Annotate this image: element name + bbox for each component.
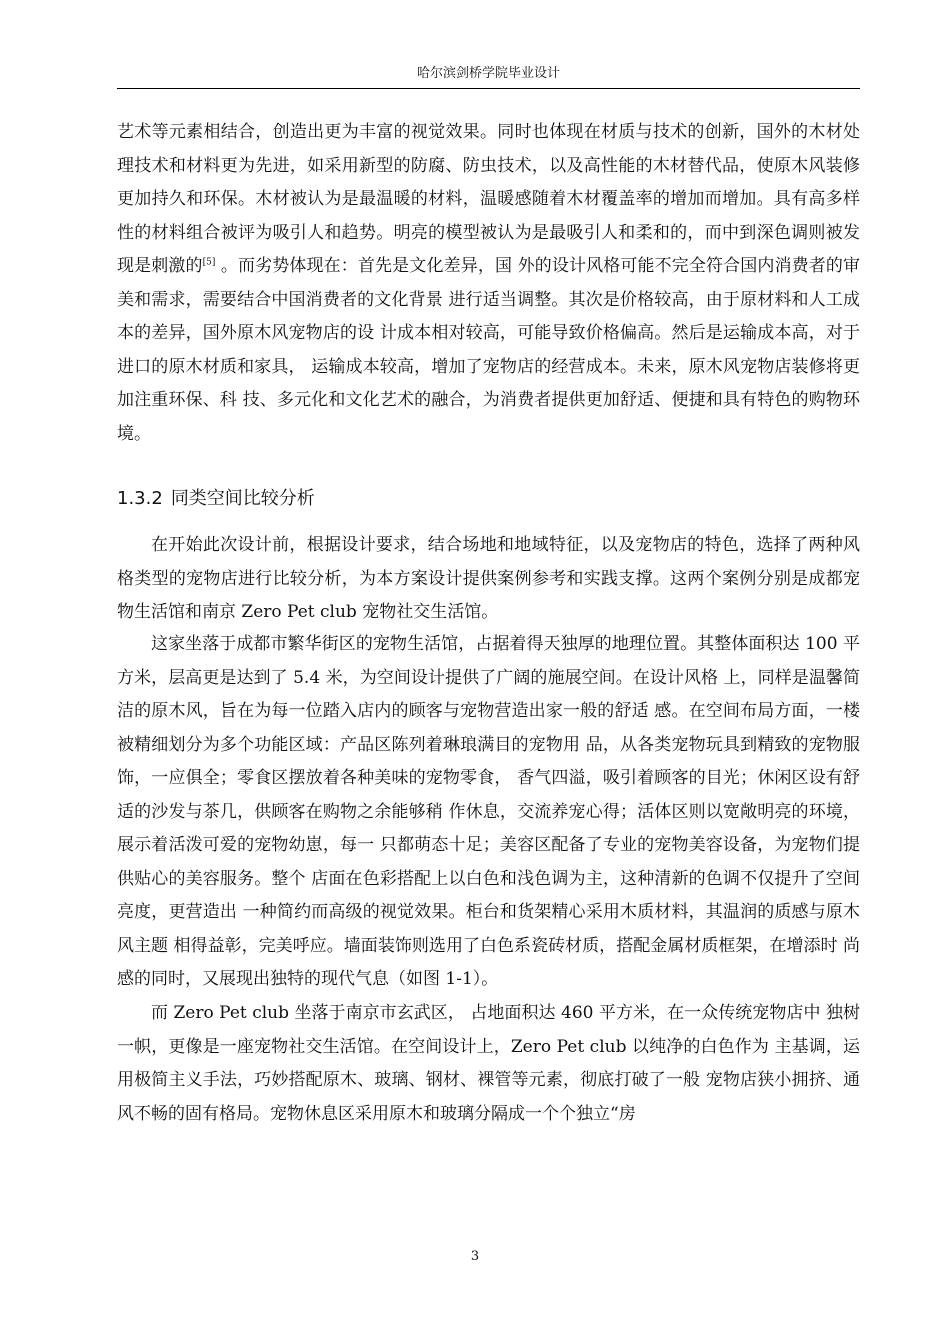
paragraph-2: 在开始此次设计前，根据设计要求，结合场地和地域特征，以及宠物店的特色，选择了两种风格类型的宠物店进行比较分析，为本方案设计提供案例参考和实践支撑。这两个案例分别是成都宠物生活馆和南京 Zero Pet club 宠物社交生活馆。	[117, 535, 860, 622]
paragraph-4: 而 Zero Pet club 坐落于南京市玄武区， 占地面积达 460 平方米，在一众传统宠物店中 独树一帜，更像是一座宠物社交生活馆。在空间设计上，Zero Pet club 以纯净的白色作为 主基调，运用极简主义手法，巧妙搭配原木、玻璃、钢材、裸管等元素，彻底打破了一般 宠物店狭小拥挤、通风不畅的固有格局。宠物休息区采用原木和玻璃分隔成一个个独立“房	[117, 1003, 860, 1124]
header-title: 哈尔滨剑桥学院毕业设计	[416, 66, 560, 81]
paragraph-3: 这家坐落于成都市繁华街区的宠物生活馆，占据着得天独厚的地理位置。其整体面积达 100 平方米，层高更是达到了 5.4 米，为空间设计提供了广阔的施展空间。在设计风格 上，同样是温馨简洁的原木风，旨在为每一位踏入店内的顾客与宠物营造出家一般的舒适 感。在空间布局方面，一楼被精细划分为多个功能区域：产品区陈列着琳琅满目的宠物用 品，从各类宠物玩具到精致的宠物服饰，一应俱全；零食区摆放着各种美味的宠物零食， 香气四溢，吸引着顾客的目光；休闲区设有舒适的沙发与茶几，供顾客在购物之余能够稍 作休息，交流养宠心得；活体区则以宽敞明亮的环境，展示着活泼可爱的宠物幼崽，每一 只都萌态十足；美容区配备了专业的宠物美容设备，为宠物们提供贴心的美容服务。整个 店面在色彩搭配上以白色和浅色调为主，这种清新的色调不仅提升了空间亮度，更营造出 一种简约而高级的视觉效果。柜台和货架精心采用木质材料，其温润的质感与原木风主题 相得益彰，完美呼应。墙面装饰则选用了白色系瓷砖材质，搭配金属材质框架，在增添时 尚感的同时，又展现出独特的现代气息（如图 1-1）。	[117, 634, 860, 989]
section-number: 1.3.2	[117, 488, 163, 509]
paragraph-1-text-b: 。而劣势体现在：首先是文化差异，国 外的设计风格可能不完全符合国内消费者的审美和需求，需要结合中国消费者的文化背景 进行适当调整。其次是价格较高，由于原材料和人工成本的差异，国外原木风宠物店的设 计成本相对较高，可能导致价格偏高。然后是运输成本高，对于进口的原木材质和家具， 运输成本较高，增加了宠物店的经营成本。未来，原木风宠物店装修将更加注重环保、科 技、多元化和文化艺术的融合，为消费者提供更加舒适、便捷和具有特色的购物环境。	[117, 256, 861, 444]
paragraph-1	[117, 116, 860, 451]
section-title: 同类空间比较分析	[170, 488, 315, 509]
section-heading	[117, 484, 315, 514]
page-number: 3	[470, 1249, 480, 1264]
citation-ref: [5]	[202, 257, 216, 268]
paragraph-1-text-a: 艺术等元素相结合，创造出更为丰富的视觉效果。同时也体现在材质与技术的创新，国外的木材处理技术和材料更为先进，如采用新型的防腐、防虫技术，以及高性能的木材替代品，使原木风装修更加持久和环保。木材被认为是最温暖的材料，温暖感随着木材覆盖率的增加而增加。具有高多样性的材料组合被评为吸引人和趋势。明亮的模型被认为是最吸引人和柔和的，而中到深色调则被发现是刺激的	[117, 122, 860, 276]
page-header	[117, 62, 860, 89]
